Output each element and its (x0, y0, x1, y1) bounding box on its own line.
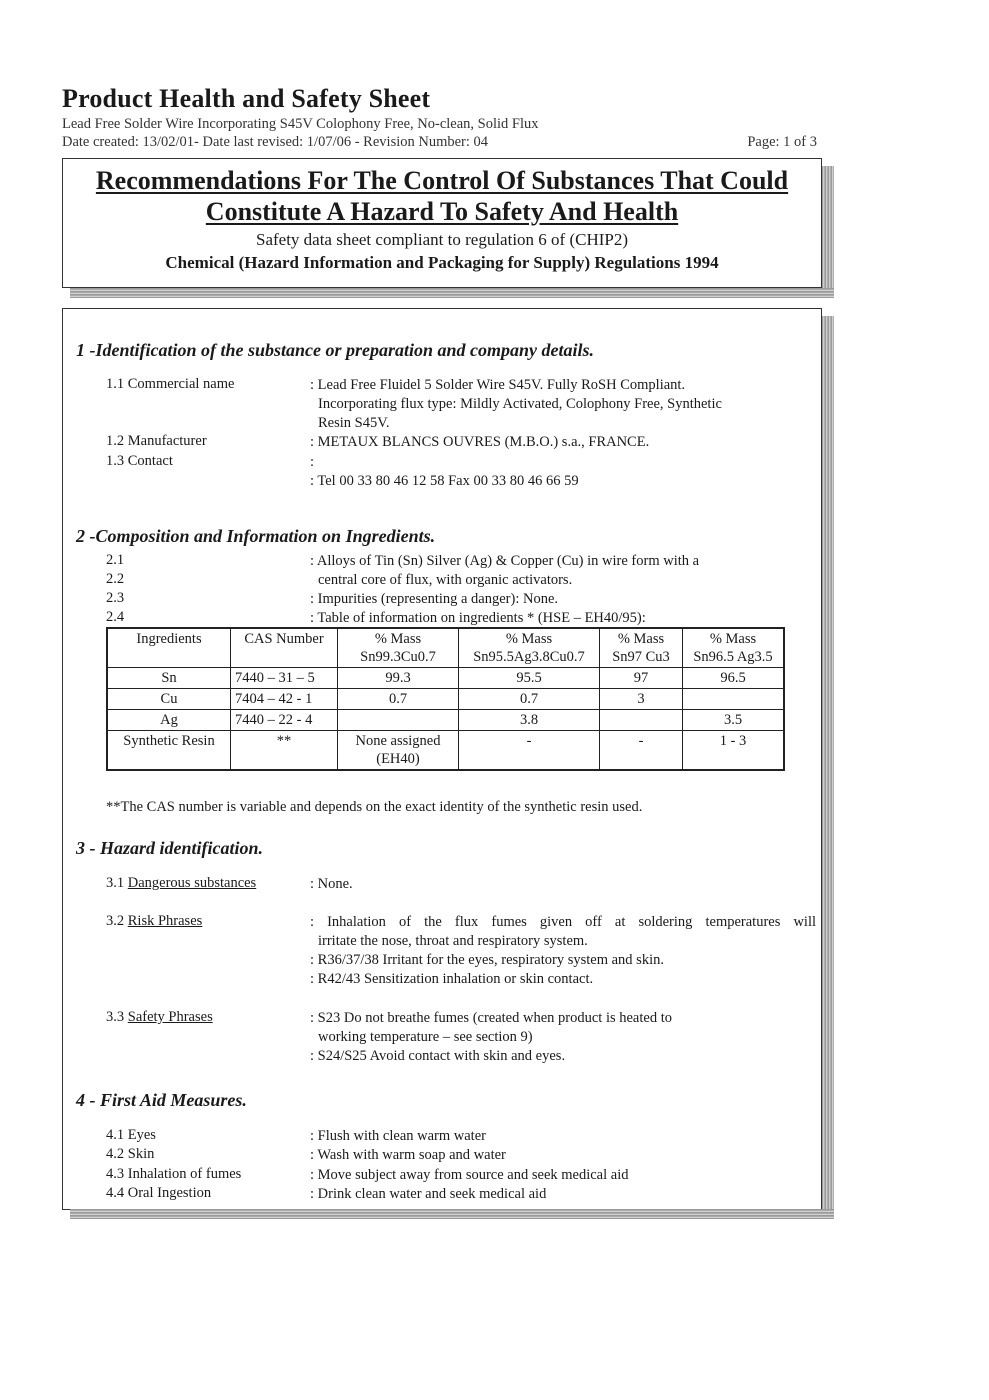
item-3-1-label-text: 3.1 Dangerous substances (106, 875, 257, 891)
item-4-3-label: 4.3 Inhalation of fumes (106, 1166, 242, 1182)
item-4-4-label: 4.4 Oral Ingestion (106, 1185, 212, 1201)
item-2-line-3: : Impurities (representing a danger): None. (310, 591, 559, 607)
item-3-3-line-2: working temperature – see section 9) (318, 1029, 533, 1045)
table-header: Ingredients (107, 628, 231, 668)
table-cell: 3 (600, 689, 683, 710)
item-4-2-value: : Wash with warm soap and water (310, 1147, 506, 1163)
table-cell: Synthetic Resin (107, 731, 231, 771)
table-cell: 3.8 (459, 710, 600, 731)
table-cell: - (459, 731, 600, 771)
banner-line-3: Safety data sheet compliant to regulation 6 of (CHIP2) (255, 230, 629, 249)
table-cell: 3.5 (683, 710, 785, 731)
table-row (107, 689, 784, 710)
cas-footnote: **The CAS number is variable and depends on the exact identity of the synthetic resin used. (106, 799, 643, 815)
table-header: % Mass Sn97 Cu3 (600, 628, 683, 668)
section-1-heading: 1 -Identification of the substance or preparation and company details. (76, 340, 595, 360)
item-1-1-line-1: : Lead Free Fluidel 5 Solder Wire S45V. Fully RoSH Compliant. (310, 377, 686, 393)
content-shadow-right (822, 316, 834, 1218)
item-3-3-line-1: : S23 Do not breathe fumes (created when product is heated to (310, 1010, 672, 1026)
table-cell: 1 - 3 (683, 731, 785, 771)
table-header: CAS Number (231, 628, 338, 668)
table-cell: 95.5 (459, 668, 600, 689)
underlined-label-text: Risk Phrases (127, 913, 203, 929)
product-line: Lead Free Solder Wire Incorporating S45V Colophony Free, No-clean, Solid Flux (62, 116, 539, 132)
contact-tel-fax: : Tel 00 33 80 46 12 58 Fax 00 33 80 46 66 59 (310, 473, 579, 489)
table-cell: 7440 – 22 - 4 (231, 710, 338, 731)
item-3-2-line-1: : Inhalation of the flux fumes given off at soldering temperatures will (310, 914, 816, 930)
item-3-3-line-3: : S24/S25 Avoid contact with skin and eyes. (310, 1048, 566, 1064)
banner-shadow-right (822, 166, 834, 296)
table-cell: 7404 – 42 - 1 (231, 689, 338, 710)
page-number: Page: 1 of 3 (747, 134, 817, 150)
underlined-label-text: Dangerous substances (127, 875, 257, 891)
table-row (107, 668, 784, 689)
table-cell: - (600, 731, 683, 771)
item-2-1-label: 2.1 (106, 552, 125, 568)
item-4-3-value: : Move subject away from source and seek medical aid (310, 1167, 629, 1183)
item-2-line-1: : Alloys of Tin (Sn) Silver (Ag) & Copper (Cu) in wire form with a (310, 553, 700, 569)
date-line: Date created: 13/02/01- Date last revised: 1/07/06 - Revision Number: 04 (62, 134, 489, 150)
item-3-2-line-4: : R42/43 Sensitization inhalation or skin contact. (310, 971, 594, 987)
table-header: % Mass Sn96.5 Ag3.5 (683, 628, 785, 668)
item-4-4-value: : Drink clean water and seek medical aid (310, 1186, 547, 1202)
item-2-4-label: 2.4 (106, 609, 125, 625)
table-header: % Mass Sn95.5Ag3.8Cu0.7 (459, 628, 600, 668)
table-header-row (107, 628, 784, 668)
table-row (107, 710, 784, 731)
table-cell: 99.3 (338, 668, 459, 689)
item-4-2-label: 4.2 Skin (106, 1146, 155, 1162)
item-2-line-4: : Table of information on ingredients * (HSE – EH40/95): (310, 610, 646, 626)
table-cell (600, 710, 683, 731)
section-4-heading: 4 - First Aid Measures. (76, 1090, 247, 1110)
table-row (107, 731, 784, 771)
section-3-heading: 3 - Hazard identification. (76, 838, 264, 858)
table-cell: 97 (600, 668, 683, 689)
item-2-line-2: central core of flux, with organic activators. (318, 572, 573, 588)
ingredients-table (106, 627, 785, 771)
item-1-2-label: 1.2 Manufacturer (106, 433, 207, 449)
table-cell (683, 689, 785, 710)
page-title: Product Health and Safety Sheet (62, 84, 431, 113)
item-1-1-line-3: Resin S45V. (318, 415, 390, 431)
table-cell: 7440 – 31 – 5 (231, 668, 338, 689)
item-1-1-line-2: Incorporating flux type: Mildly Activated, Colophony Free, Synthetic (318, 396, 722, 412)
item-1-1-label: 1.1 Commercial name (106, 376, 235, 392)
table-cell: None assigned (EH40) (338, 731, 459, 771)
item-2-2-label: 2.2 (106, 571, 125, 587)
table-cell: ** (231, 731, 338, 771)
table-cell: 96.5 (683, 668, 785, 689)
table-cell: Ag (107, 710, 231, 731)
banner-line-2: Constitute A Hazard To Safety And Health (205, 197, 679, 226)
item-3-1-value: : None. (310, 876, 353, 892)
item-1-3-value: : (310, 454, 315, 470)
underlined-label-text: Safety Phrases (127, 1009, 213, 1025)
table-header: % Mass Sn99.3Cu0.7 (338, 628, 459, 668)
table-cell: 0.7 (338, 689, 459, 710)
section-2-heading: 2 -Composition and Information on Ingredients. (76, 526, 436, 546)
item-3-1-label (106, 875, 256, 892)
banner-line-4: Chemical (Hazard Information and Packaging for Supply) Regulations 1994 (165, 253, 719, 272)
table-cell: Sn (107, 668, 231, 689)
item-3-2-line-3: : R36/37/38 Irritant for the eyes, respiratory system and skin. (310, 952, 664, 968)
item-1-3-label: 1.3 Contact (106, 453, 173, 469)
table-cell (338, 710, 459, 731)
item-4-1-label: 4.1 Eyes (106, 1127, 156, 1143)
table-cell: Cu (107, 689, 231, 710)
item-3-2-line-2: irritate the nose, throat and respiratory system. (318, 933, 588, 949)
item-3-2-label: 3.2 Risk Phrases (106, 913, 203, 929)
item-4-1-value: : Flush with clean warm water (310, 1128, 486, 1144)
item-1-2-value: : METAUX BLANCS OUVRES (M.B.O.) s.a., FRANCE. (310, 434, 650, 450)
table-cell: 0.7 (459, 689, 600, 710)
content-shadow-bottom (70, 1209, 834, 1219)
banner-line-1: Recommendations For The Control Of Substances That Could (95, 166, 789, 195)
banner-shadow-bottom (70, 288, 834, 298)
item-3-3-label: 3.3 Safety Phrases (106, 1009, 213, 1025)
item-2-3-label: 2.3 (106, 590, 125, 606)
